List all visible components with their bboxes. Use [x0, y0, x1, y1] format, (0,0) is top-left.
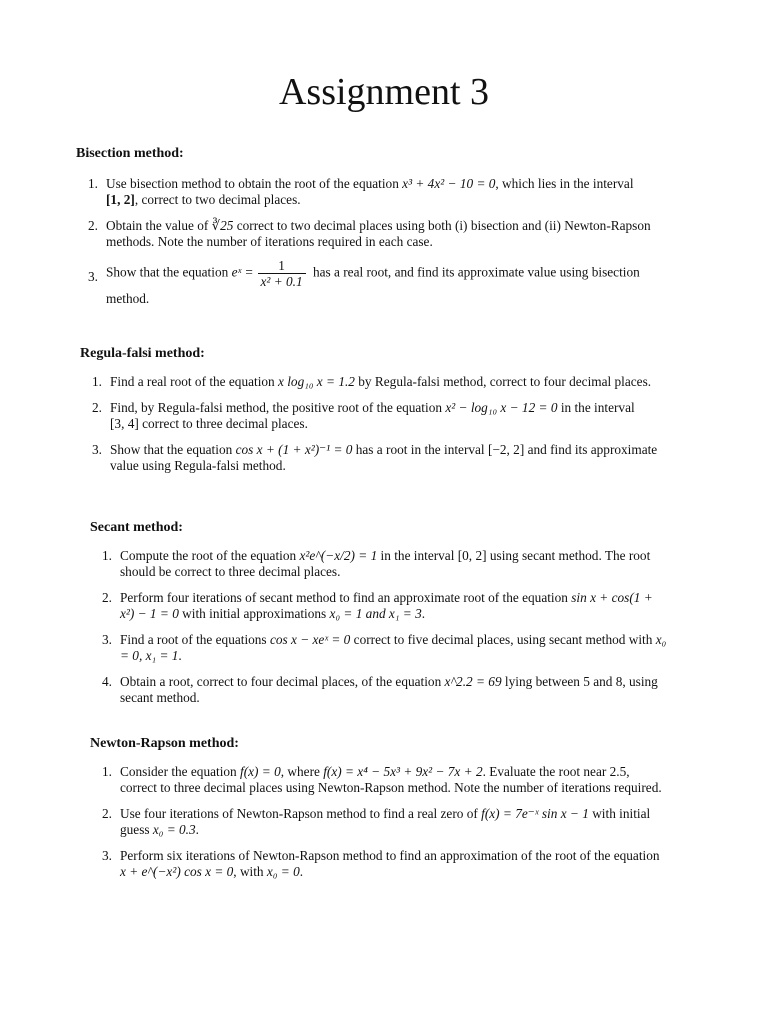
problem-item [90, 806, 668, 838]
equation: f(x) = 7e⁻ˣ sin x − 1 [481, 806, 589, 821]
problem-text: with initial approximations [178, 606, 330, 621]
problem-text: . [195, 822, 199, 837]
section-heading: Newton-Rapson method: [90, 736, 239, 751]
problem-text: correct to three decimal places. [138, 416, 308, 431]
problem-text: , with [233, 864, 267, 879]
problem-text: correct to two decimal places using both (i) bisection and (ii) Newton-Rapson methods. Note the number of iterations required in each case. [106, 218, 651, 249]
problem-number: 3. [102, 632, 112, 647]
problem-text: Show that the equation [106, 264, 232, 280]
problem-text: with initial guess [120, 806, 651, 837]
document-title: Assignment 3 [278, 71, 490, 113]
problem-number: 3. [102, 848, 112, 863]
problem-text: method. [106, 291, 150, 306]
section-heading: Secant method: [90, 520, 183, 535]
problem-item [80, 400, 670, 432]
problem-number: 3. [88, 269, 98, 284]
interval: [1, 2] [106, 192, 135, 207]
initial-values: x₀ = 0, x₁ = 1 [120, 632, 667, 663]
section-bisection [76, 146, 666, 309]
problem-item [90, 590, 668, 622]
problem-item [76, 176, 666, 208]
problem-text: . [299, 864, 304, 879]
problem-text: has a root in the interval [352, 442, 488, 457]
section-secant [90, 520, 668, 706]
function-definition: f(x) = x⁴ − 5x³ + 9x² − 7x + 2 [323, 764, 483, 779]
problem-text: Compute the root of the equation [120, 548, 300, 563]
problem-item [90, 548, 668, 580]
equation: eˣ = [231, 264, 254, 280]
section-heading: Regula-falsi method: [80, 346, 205, 361]
problem-item [90, 674, 668, 706]
problem-text: Find a root of the equations [120, 632, 270, 647]
equation: cos x + (1 + x²)⁻¹ = 0 [235, 442, 353, 457]
equation: x² − log₁₀ x − 12 = 0 [445, 400, 558, 415]
initial-values: x₀ = 1 and x₁ = 3 [329, 606, 422, 621]
problem-text: , which lies in the interval [495, 176, 634, 191]
equation: sin x + cos(1 + x²) − 1 = 0 [120, 590, 653, 621]
problem-text: and find its approximate value using Regula-falsi method. [110, 442, 658, 473]
problem-text: correct to five decimal places, using secant method with [350, 632, 656, 647]
problem-number: 3. [92, 442, 102, 457]
interval: [0, 2] [457, 548, 487, 563]
problem-text: , where [280, 764, 324, 779]
problem-text: in the interval [557, 400, 635, 415]
problem-text: by Regula-falsi method, correct to four decimal places. [354, 374, 652, 389]
problem-item [90, 848, 668, 880]
problem-text: lying between 5 and 8, using secant method. [120, 674, 658, 705]
problem-list [90, 548, 668, 706]
equation: x log₁₀ x = 1.2 [278, 374, 355, 389]
problem-item [90, 632, 668, 664]
problem-number: 1. [102, 764, 112, 779]
problem-list [76, 176, 666, 309]
fraction [258, 258, 306, 289]
equation: x²e^(−x/2) = 1 [299, 548, 378, 563]
problem-list [90, 764, 668, 880]
problem-text: Obtain a root, correct to four decimal places, of the equation [120, 674, 445, 689]
problem-text: Perform six iterations of Newton-Rapson method to find an approximation of the root of the equation [120, 848, 660, 863]
initial-values: x₀ = 0 [266, 864, 300, 879]
problem-text: Show that the equation [110, 442, 236, 457]
equation: f(x) = 0 [240, 764, 281, 779]
problem-text: Obtain the value of [106, 218, 212, 233]
problem-number: 1. [88, 176, 98, 191]
problem-text: has a real root, and find its approximate value using bisection [309, 264, 640, 280]
problem-number: 2. [102, 590, 112, 605]
problem-item [90, 764, 668, 796]
problem-item [76, 218, 666, 250]
problem-text: Use four iterations of Newton-Rapson method to find a real zero of [120, 806, 482, 821]
problem-item [76, 258, 666, 309]
problem-number: 4. [102, 674, 112, 689]
problem-list [80, 374, 670, 474]
problem-text: Find a real root of the equation [110, 374, 279, 389]
section-newton-rapson [90, 736, 668, 880]
problem-text: Use bisection method to obtain the root of the equation [106, 176, 403, 191]
problem-number: 1. [92, 374, 102, 389]
fraction-denominator: x² + 0.1 [260, 274, 303, 289]
problem-text: . [178, 648, 182, 663]
problem-number: 2. [88, 218, 98, 233]
problem-text: Perform four iterations of secant method to find an approximate root of the equation [120, 590, 572, 605]
problem-item [80, 374, 670, 390]
problem-text: , correct to two decimal places. [134, 192, 301, 207]
problem-text: using secant method. The root should be correct to three decimal places. [120, 548, 651, 579]
equation: ∛25 [211, 218, 234, 233]
initial-values: x₀ = 0.3 [152, 822, 196, 837]
fraction-numerator: 1 [258, 258, 306, 274]
problem-text: . Evaluate the root near 2.5, correct to three decimal places using Newton-Rapson method. Note the number of iterations required. [120, 764, 662, 795]
equation: x + e^(−x²) cos x = 0 [120, 864, 234, 879]
problem-number: 1. [102, 548, 112, 563]
section-regula-falsi [80, 346, 670, 474]
section-heading: Bisection method: [76, 146, 184, 161]
equation: x^2.2 = 69 [444, 674, 502, 689]
problem-number: 2. [92, 400, 102, 415]
interval: [3, 4] [110, 416, 139, 431]
problem-number: 2. [102, 806, 112, 821]
interval: [−2, 2] [487, 442, 525, 457]
problem-item [80, 442, 670, 474]
equation: x³ + 4x² − 10 = 0 [402, 176, 496, 191]
problem-text: Consider the equation [120, 764, 241, 779]
problem-text: in the interval [377, 548, 458, 563]
problem-text: . [421, 606, 426, 621]
problem-text: Find, by Regula-falsi method, the positive root of the equation [110, 400, 446, 415]
equation: cos x − xeˣ = 0 [269, 632, 351, 647]
